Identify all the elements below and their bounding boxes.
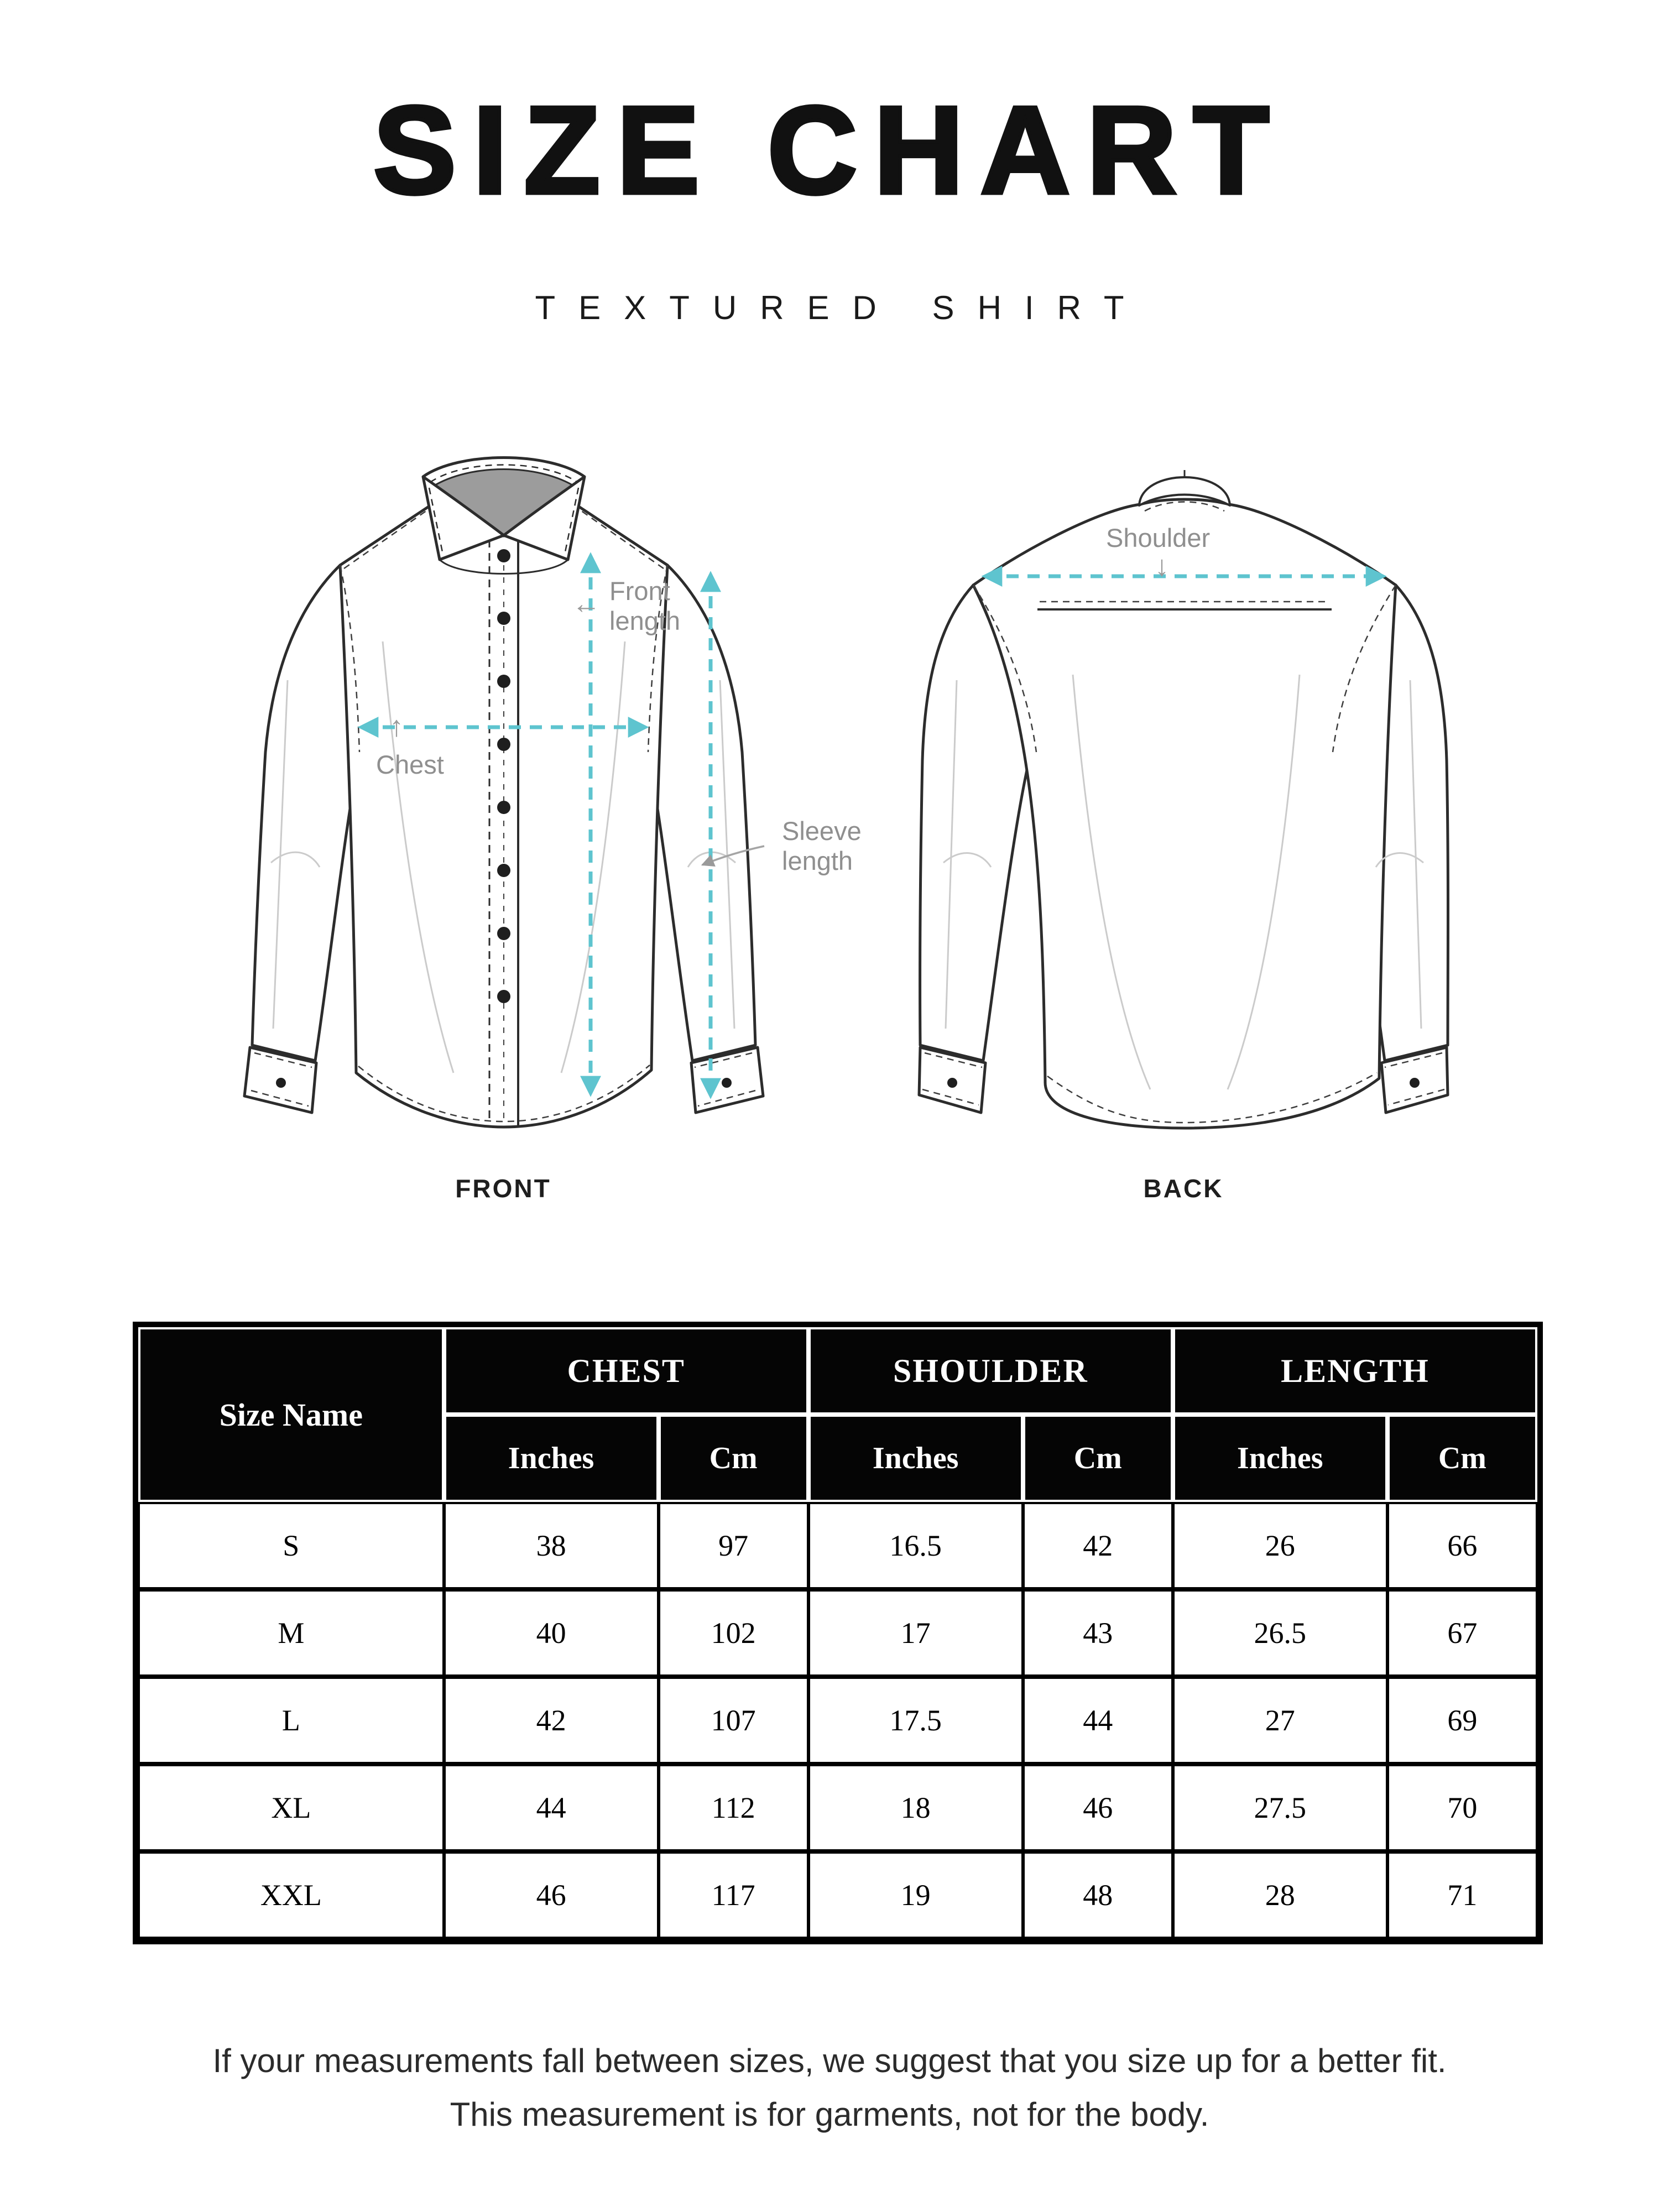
page-subtitle: TEXTURED SHIRT (535, 289, 1147, 326)
length-group-header: LENGTH (1173, 1327, 1537, 1415)
shoulder-cm-cell: 46 (1023, 1764, 1173, 1851)
table-row (138, 1677, 1537, 1764)
chest-in-cell: 40 (444, 1589, 659, 1677)
shoulder-in-cell: 16.5 (808, 1502, 1023, 1589)
length-in-cell: 28 (1173, 1851, 1387, 1939)
table-row (138, 1502, 1537, 1589)
shoulder-in-cell: 17 (808, 1589, 1023, 1677)
footer-line-2: This measurement is for garments, not for the body. (450, 2096, 1209, 2133)
chest-group-header: CHEST (444, 1327, 808, 1415)
front-caption: FRONT (455, 1174, 551, 1203)
front-length-label: Front length (609, 576, 681, 636)
shoulder-cm-cell: 48 (1023, 1851, 1173, 1939)
right-cuff-button (1410, 1078, 1420, 1088)
front-length-pointer-icon: ← (572, 588, 601, 620)
back-caption: BACK (1143, 1174, 1224, 1203)
size-name-header: Size Name (138, 1327, 444, 1502)
size-cell: M (138, 1589, 444, 1677)
size-cell: S (138, 1502, 444, 1589)
size-cell: XL (138, 1764, 444, 1851)
length-cm-cell: 70 (1387, 1764, 1537, 1851)
chest-inches-header: Inches (444, 1415, 659, 1502)
shoulder-group-header: SHOULDER (808, 1327, 1173, 1415)
length-cm-cell: 66 (1387, 1502, 1537, 1589)
footer-line-1: If your measurements fall between sizes, we suggest that you size up for a better fit. (212, 2042, 1447, 2079)
back-body (973, 499, 1396, 1128)
sleeve-length-label: Sleeve length (782, 816, 862, 876)
size-table-container (133, 1322, 1543, 1944)
left-cuff-button (276, 1078, 286, 1088)
left-cuff-button (947, 1078, 957, 1088)
shoulder-cm-cell: 42 (1023, 1502, 1173, 1589)
length-cm-cell: 71 (1387, 1851, 1537, 1939)
page-title: SIZE CHART (373, 80, 1286, 220)
footer-note (0, 2042, 1659, 2149)
chest-cm-cell: 107 (659, 1677, 808, 1764)
shoulder-label: Shoulder (1106, 523, 1211, 552)
chest-in-cell: 42 (444, 1677, 659, 1764)
table-group-header-row (138, 1327, 1537, 1415)
right-cuff-button (722, 1078, 732, 1088)
shoulder-inches-header: Inches (808, 1415, 1023, 1502)
length-cm-cell: 69 (1387, 1677, 1537, 1764)
shoulder-cm-cell: 44 (1023, 1677, 1173, 1764)
chest-cm-cell: 102 (659, 1589, 808, 1677)
chest-in-cell: 46 (444, 1851, 659, 1939)
shoulder-in-cell: 19 (808, 1851, 1023, 1939)
chest-in-cell: 44 (444, 1764, 659, 1851)
table-row (138, 1764, 1537, 1851)
chest-in-cell: 38 (444, 1502, 659, 1589)
length-in-cell: 27 (1173, 1677, 1387, 1764)
chest-cm-cell: 117 (659, 1851, 808, 1939)
length-in-cell: 27.5 (1173, 1764, 1387, 1851)
front-shirt-drawing (238, 442, 769, 1145)
length-inches-header: Inches (1173, 1415, 1387, 1502)
shoulder-pointer-icon: ↓ (1155, 550, 1169, 582)
table-row (138, 1589, 1537, 1677)
size-cell: XXL (138, 1851, 444, 1939)
size-table (133, 1322, 1543, 1944)
chest-cm-header: Cm (659, 1415, 808, 1502)
table-row (138, 1851, 1537, 1939)
length-in-cell: 26 (1173, 1502, 1387, 1589)
size-cell: L (138, 1677, 444, 1764)
chest-cm-cell: 112 (659, 1764, 808, 1851)
shoulder-in-cell: 18 (808, 1764, 1023, 1851)
chest-cm-cell: 97 (659, 1502, 808, 1589)
chest-pointer-icon: ↑ (389, 711, 404, 743)
shoulder-in-cell: 17.5 (808, 1677, 1023, 1764)
shoulder-cm-header: Cm (1023, 1415, 1173, 1502)
length-cm-cell: 67 (1387, 1589, 1537, 1677)
length-in-cell: 26.5 (1173, 1589, 1387, 1677)
shoulder-cm-cell: 43 (1023, 1589, 1173, 1677)
chest-label: Chest (376, 750, 444, 779)
length-cm-header: Cm (1387, 1415, 1537, 1502)
